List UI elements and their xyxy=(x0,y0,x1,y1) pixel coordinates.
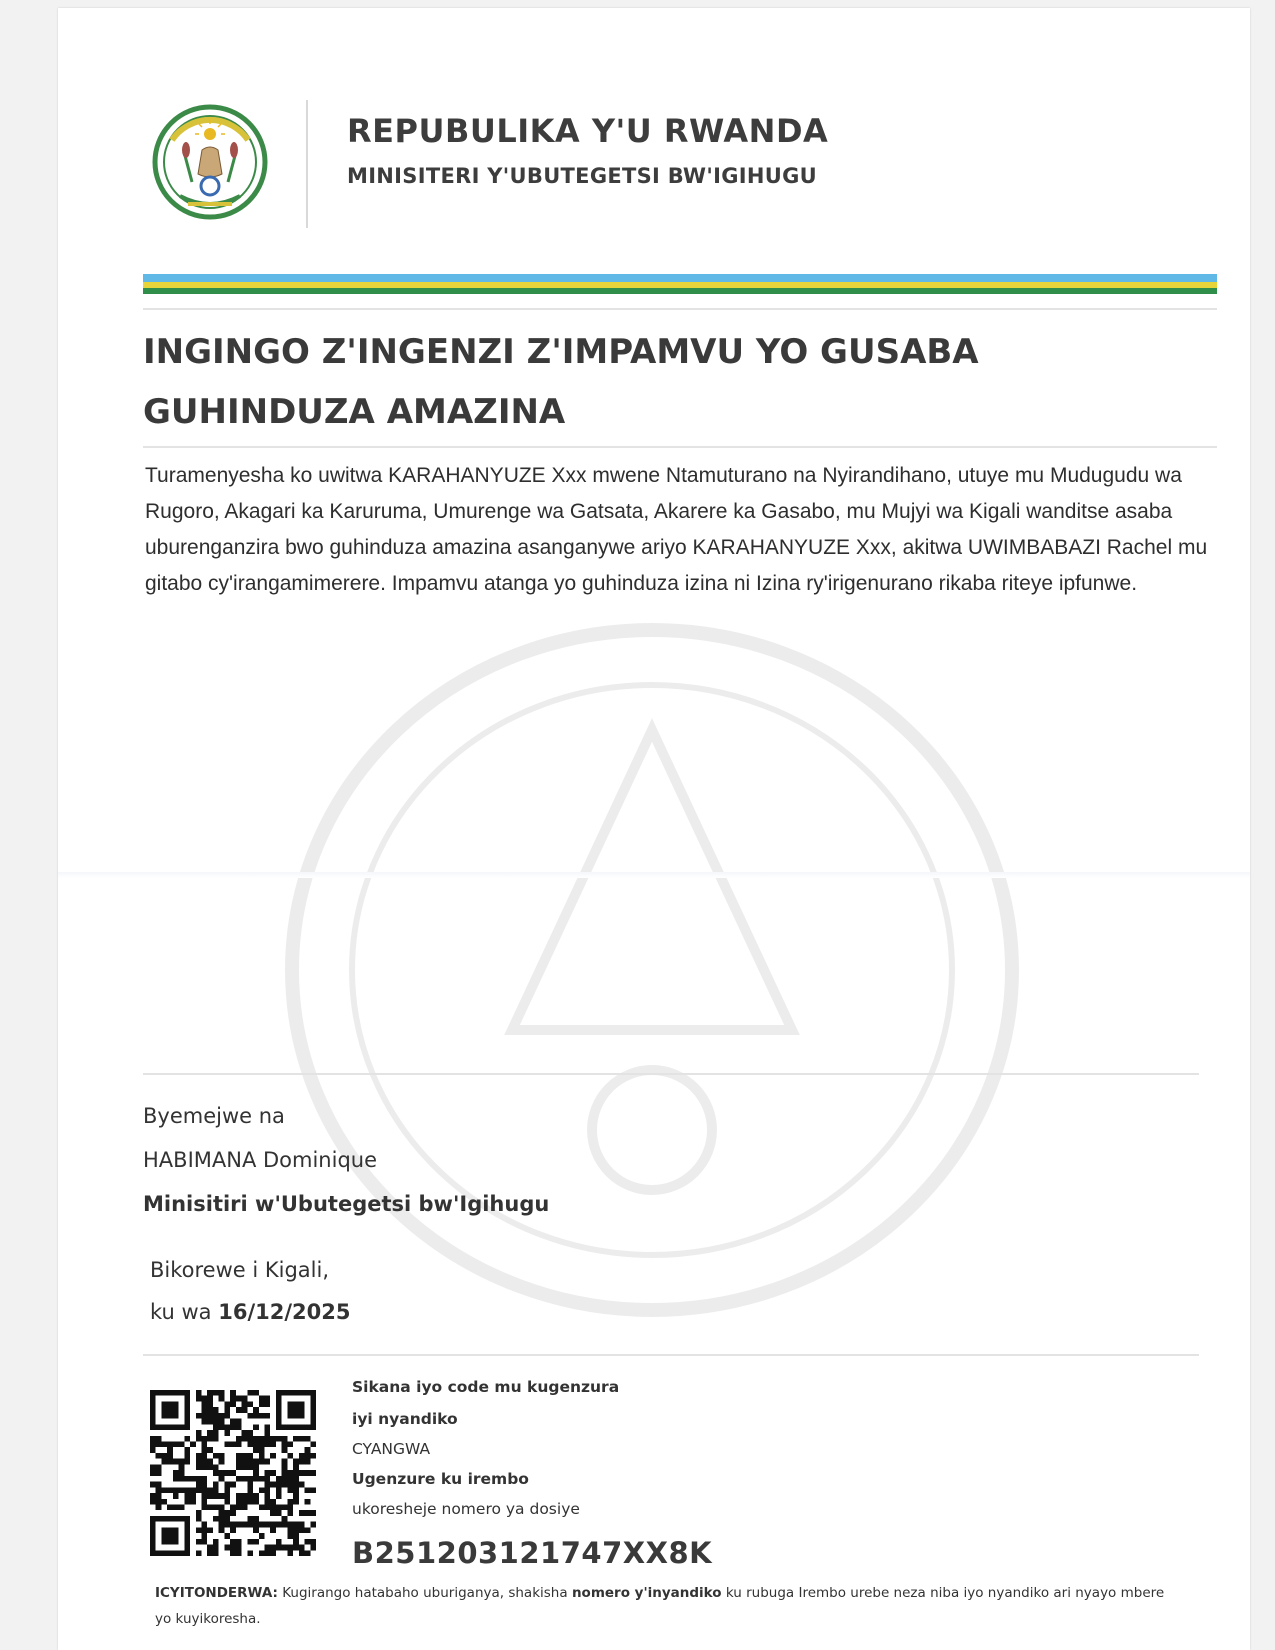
notice-label: ICYITONDERWA: xyxy=(155,1585,278,1601)
approved-by-label: Byemejwe na xyxy=(143,1104,285,1128)
signatory-position: Minisitiri w'Ubutegetsi bw'Igihugu xyxy=(143,1192,550,1216)
header-divider xyxy=(306,100,308,228)
issue-date-prefix: ku wa xyxy=(150,1300,212,1324)
emblem-watermark-icon xyxy=(272,610,1032,1330)
verify-line-2: iyi nyandiko xyxy=(352,1410,458,1428)
verification-top-rule xyxy=(143,1354,1199,1356)
flag-stripe xyxy=(143,274,1217,294)
verify-line-5: ukoresheje nomero ya dosiye xyxy=(352,1500,580,1518)
verify-line-4: Ugenzure ku irembo xyxy=(352,1470,529,1488)
verify-line-1: Sikana iyo code mu kugenzura xyxy=(352,1378,620,1396)
flag-stripe-blue xyxy=(143,274,1217,282)
issue-date: 16/12/2025 xyxy=(218,1300,351,1324)
issue-place: Bikorewe i Kigali, xyxy=(150,1258,330,1282)
flag-stripe-green xyxy=(143,288,1217,294)
signature-top-rule xyxy=(143,1073,1199,1075)
file-number: B251203121747XX8K xyxy=(352,1536,713,1570)
notice xyxy=(155,1580,1165,1632)
title-bottom-rule xyxy=(143,446,1217,448)
notice-text-before: Kugirango hatabaho uburiganya, shakisha xyxy=(277,1585,572,1601)
document-title: INGINGO Z'INGENZI Z'IMPAMVU YO GUSABA GUHINDUZA AMAZINA xyxy=(143,332,979,432)
qr-code-icon xyxy=(150,1390,316,1556)
notice-text-after: ku rubuga Irembo urebe neza niba iyo nyandiko ari nyayo mbere yo kuyikoresha. xyxy=(155,1585,1165,1627)
document-body: Turamenyesha ko uwitwa KARAHANYUZE Xxx mwene Ntamuturano na Nyirandihano, utuye mu Mudugudu wa Rugoro, Akagari ka Karuruma, Umurenge wa Gatsata, Akarere ka Gasabo, mu Mujyi wa Kigali wanditse asaba uburenganzira bwo guhinduza amazina asanganywe ariyo KARAHANYUZE Xxx, akitwa UWIMBABAZI Rachel mu gitabo cy'irangamimerere. Impamvu atanga yo guhinduza izina ni Izina ry'irigenurano rikaba riteye ipfunwe. xyxy=(145,464,1208,595)
title-top-rule xyxy=(143,308,1217,310)
notice-emphasis: nomero y'inyandiko xyxy=(571,1585,722,1601)
coat-of-arms-icon xyxy=(152,100,268,224)
verify-line-3: CYANGWA xyxy=(352,1440,431,1458)
signatory-name: HABIMANA Dominique xyxy=(143,1148,378,1172)
country-name: REPUBULIKA Y'U RWANDA xyxy=(347,112,829,150)
issue-date-line xyxy=(150,1300,350,1324)
paper-fold-line xyxy=(58,872,1250,878)
ministry-name: MINISITERI Y'UBUTEGETSI BW'IGIHUGU xyxy=(347,164,818,188)
